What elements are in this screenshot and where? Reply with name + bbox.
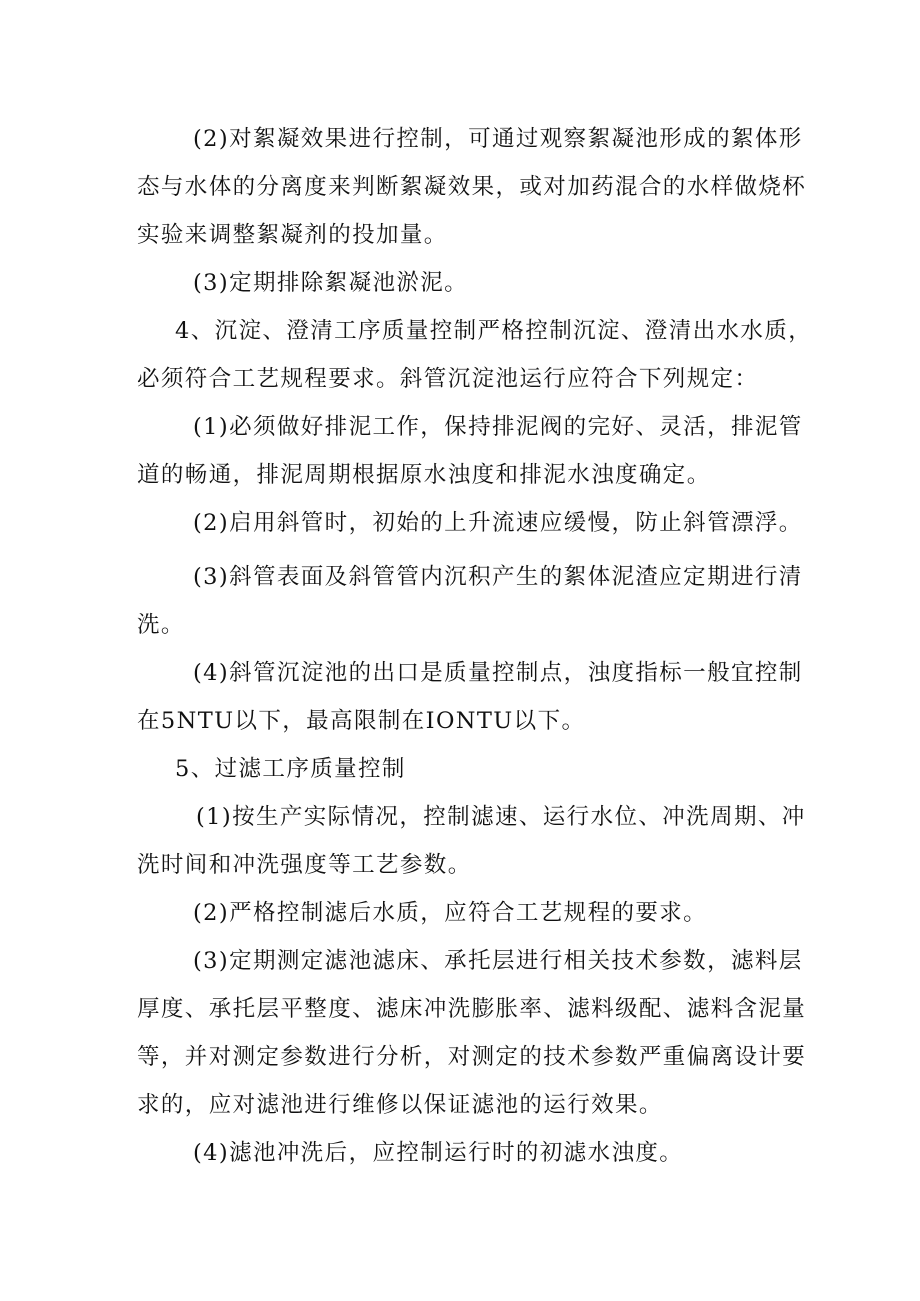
paragraph-line: 在5NTU以下，最高限制在IONTU以下。 bbox=[137, 708, 586, 734]
paragraph-line: (3)斜管表面及斜管管内沉积产生的絮体泥渣应定期进行清 bbox=[193, 564, 803, 590]
paragraph-line: (3)定期排除絮凝池淤泥。 bbox=[193, 270, 469, 296]
paragraph-line: (2)启用斜管时，初始的上升流速应缓慢，防止斜管漂浮。 bbox=[193, 510, 803, 536]
paragraph-line: 道的畅通，排泥周期根据原水浊度和排泥水浊度确定。 bbox=[137, 462, 711, 488]
paragraph-line: 必须符合工艺规程要求。斜管沉淀池运行应符合下列规定： bbox=[137, 366, 759, 392]
section-heading-line: 4、沉淀、澄清工序质量控制严格控制沉淀、澄清出水水质， bbox=[175, 318, 813, 344]
paragraph-line: (4)滤池冲洗后，应控制运行时的初滤水浊度。 bbox=[193, 1140, 684, 1166]
paragraph-line: 实验来调整絮凝剂的投加量。 bbox=[137, 222, 448, 248]
paragraph-line: 洗时间和冲洗强度等工艺参数。 bbox=[137, 852, 472, 878]
section-heading-line: 5、过滤工序质量控制 bbox=[175, 756, 406, 782]
paragraph-line: (3)定期测定滤池滤床、承托层进行相关技术参数，滤料层 bbox=[193, 948, 803, 974]
paragraph-line: (1)按生产实际情况，控制滤速、运行水位、冲洗周期、冲 bbox=[196, 804, 806, 830]
paragraph-line: (2)严格控制滤后水质，应符合工艺规程的要求。 bbox=[193, 900, 708, 926]
paragraph-line: 洗。 bbox=[137, 612, 185, 638]
paragraph-line: 等，并对测定参数进行分析，对测定的技术参数严重偏离设计要 bbox=[137, 1044, 807, 1070]
paragraph-line: 求的，应对滤池进行维修以保证滤池的运行效果。 bbox=[137, 1092, 663, 1118]
paragraph-line: (4)斜管沉淀池的出口是质量控制点，浊度指标一般宜控制 bbox=[193, 660, 803, 686]
paragraph-line: (2)对絮凝效果进行控制，可通过观察絮凝池形成的絮体形 bbox=[193, 126, 803, 152]
paragraph-line: (1)必须做好排泥工作，保持排泥阀的完好、灵活，排泥管 bbox=[193, 414, 803, 440]
paragraph-line: 厚度、承托层平整度、滤床冲洗膨胀率、滤料级配、滤料含泥量 bbox=[137, 996, 807, 1022]
paragraph-line: 态与水体的分离度来判断絮凝效果，或对加药混合的水样做烧杯 bbox=[137, 174, 807, 200]
